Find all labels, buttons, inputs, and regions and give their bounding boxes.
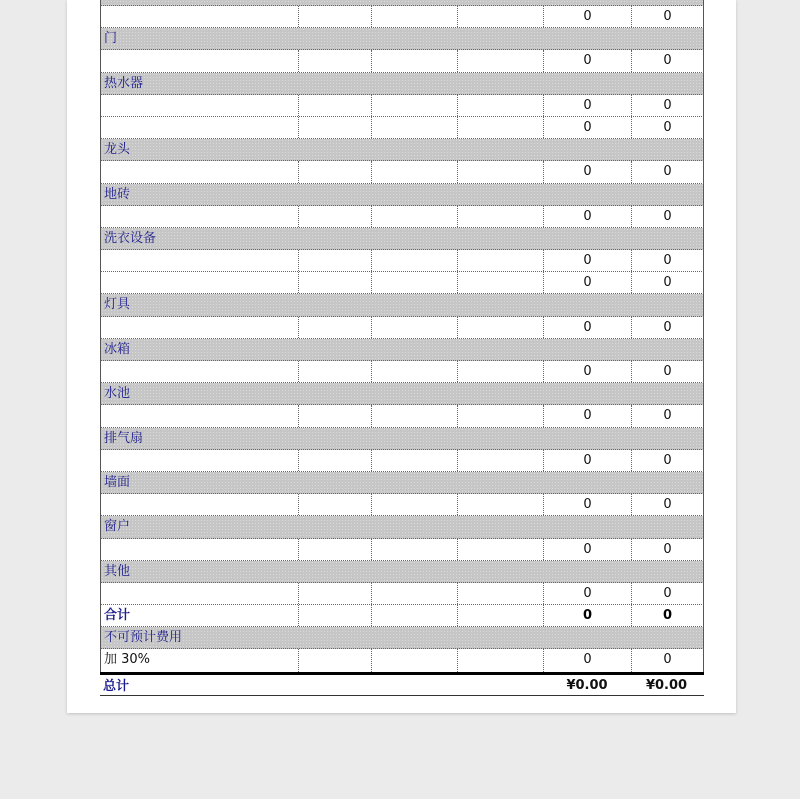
item-row	[100, 539, 704, 561]
cell[interactable]	[458, 50, 544, 71]
cell[interactable]	[372, 95, 458, 116]
cell[interactable]: 0	[544, 95, 632, 116]
total-amount: ¥0.00	[645, 677, 688, 693]
cell[interactable]: 0	[663, 652, 672, 668]
cell[interactable]	[101, 450, 299, 471]
cell[interactable]	[372, 272, 458, 293]
category-label: 地砖	[104, 186, 131, 202]
cell[interactable]	[372, 494, 458, 515]
category-row	[100, 428, 704, 450]
cell[interactable]	[101, 272, 299, 293]
cell[interactable]	[458, 95, 544, 116]
item-row	[100, 117, 704, 139]
cell[interactable]: 0	[544, 50, 632, 71]
category-label: 热水器	[104, 75, 144, 91]
category-row	[100, 139, 704, 161]
category-row	[100, 627, 704, 649]
category-label: 不可预计费用	[104, 630, 183, 646]
cell[interactable]	[372, 649, 458, 671]
category-row	[100, 561, 704, 583]
cell[interactable]	[101, 117, 299, 138]
cell[interactable]	[458, 206, 544, 227]
cell[interactable]: 0	[663, 585, 672, 601]
cell[interactable]	[458, 405, 544, 426]
cell[interactable]	[101, 250, 299, 271]
cell[interactable]: 0	[544, 206, 632, 227]
cell[interactable]	[299, 361, 372, 382]
total-amount: ¥0.00	[566, 677, 608, 693]
cell[interactable]	[299, 250, 372, 271]
item-row	[100, 50, 704, 72]
cell[interactable]: 0	[663, 253, 672, 269]
cell[interactable]: 0	[663, 541, 672, 557]
cell[interactable]: 0	[544, 494, 632, 515]
cell[interactable]	[372, 6, 458, 27]
total-label: 总计	[103, 678, 130, 694]
cell[interactable]: 0	[544, 317, 632, 338]
category-label: 门	[104, 31, 118, 47]
budget-table	[100, 0, 704, 696]
cell[interactable]: 0	[663, 164, 672, 180]
total-row	[100, 675, 704, 696]
cell[interactable]	[299, 272, 372, 293]
category-row	[100, 383, 704, 405]
category-row	[100, 184, 704, 206]
cell[interactable]: 0	[663, 275, 672, 291]
cell[interactable]	[101, 161, 299, 182]
category-row	[100, 294, 704, 316]
cell[interactable]	[372, 361, 458, 382]
cell[interactable]: 0	[544, 250, 632, 271]
cell[interactable]: 0	[544, 272, 632, 293]
category-row	[100, 28, 704, 50]
cell[interactable]	[458, 494, 544, 515]
cell[interactable]	[101, 605, 299, 626]
cell[interactable]	[299, 405, 372, 426]
cell[interactable]	[101, 494, 299, 515]
cell[interactable]	[299, 317, 372, 338]
cell[interactable]	[299, 95, 372, 116]
cell[interactable]: 0	[544, 6, 632, 27]
item-row	[100, 361, 704, 383]
item-row	[100, 317, 704, 339]
cell[interactable]	[458, 317, 544, 338]
cell[interactable]: 0	[544, 405, 632, 426]
item-row	[100, 272, 704, 294]
cell[interactable]	[299, 6, 372, 27]
cell[interactable]: 0	[663, 319, 672, 335]
subtotal-row	[100, 605, 704, 627]
cell[interactable]	[101, 317, 299, 338]
category-label: 灯具	[104, 297, 131, 313]
item-row	[100, 250, 704, 272]
category-label: 其他	[104, 563, 131, 579]
cell[interactable]	[372, 583, 458, 604]
cell[interactable]: 0	[663, 497, 672, 513]
category-label: 窗户	[104, 519, 131, 535]
cell[interactable]	[372, 250, 458, 271]
cell[interactable]: 0	[544, 605, 632, 626]
cell[interactable]	[101, 361, 299, 382]
cell[interactable]	[372, 450, 458, 471]
item-row	[100, 206, 704, 228]
cell[interactable]	[299, 117, 372, 138]
cell[interactable]: 0	[663, 53, 672, 69]
cell[interactable]	[299, 494, 372, 515]
item-row	[100, 494, 704, 516]
cell[interactable]: 0	[663, 452, 672, 468]
item-label: 加 30%	[104, 652, 151, 668]
cell[interactable]	[299, 206, 372, 227]
cell[interactable]	[458, 450, 544, 471]
cell[interactable]: 0	[663, 9, 672, 24]
cell[interactable]	[101, 405, 299, 426]
cell[interactable]	[101, 583, 299, 604]
cell[interactable]	[299, 50, 372, 71]
category-row	[100, 73, 704, 95]
cell[interactable]: 0	[663, 364, 672, 379]
item-row	[100, 95, 704, 117]
cell[interactable]	[101, 539, 299, 560]
cell[interactable]	[299, 605, 372, 626]
cell[interactable]	[299, 583, 372, 604]
cell[interactable]	[372, 605, 458, 626]
cell[interactable]	[299, 161, 372, 182]
item-row	[100, 583, 704, 605]
cell[interactable]	[101, 6, 299, 27]
cell[interactable]: 0	[663, 97, 672, 113]
cell[interactable]	[458, 583, 544, 604]
cell[interactable]: 0	[544, 117, 632, 138]
category-label: 排气扇	[104, 430, 144, 446]
cell[interactable]	[458, 272, 544, 293]
category-label: 冰箱	[104, 341, 131, 357]
item-row	[100, 6, 704, 28]
cell[interactable]: 0	[662, 608, 673, 624]
cell[interactable]: 0	[544, 161, 632, 182]
item-row	[100, 161, 704, 183]
cell[interactable]	[458, 649, 544, 671]
cell[interactable]	[458, 161, 544, 182]
cell[interactable]	[372, 405, 458, 426]
cell[interactable]	[458, 539, 544, 560]
cell[interactable]	[458, 117, 544, 138]
item-row	[100, 450, 704, 472]
category-label: 墙面	[104, 474, 131, 490]
cell[interactable]	[101, 649, 299, 671]
category-row	[100, 228, 704, 250]
cell[interactable]	[372, 539, 458, 560]
category-row	[100, 472, 704, 494]
cell[interactable]	[101, 95, 299, 116]
cell[interactable]	[372, 117, 458, 138]
cell[interactable]: 0	[544, 583, 632, 604]
cell[interactable]	[372, 161, 458, 182]
cell[interactable]	[372, 50, 458, 71]
cell[interactable]: 0	[544, 649, 632, 671]
cell[interactable]	[299, 539, 372, 560]
cell[interactable]: 0	[544, 539, 632, 560]
cell[interactable]	[101, 206, 299, 227]
cell[interactable]: 0	[663, 208, 672, 224]
cell[interactable]: 0	[544, 450, 632, 471]
category-row	[100, 516, 704, 538]
cell[interactable]: 0	[544, 361, 632, 382]
cell[interactable]	[372, 317, 458, 338]
cell[interactable]	[299, 649, 372, 671]
cell[interactable]	[458, 605, 544, 626]
subtotal-label: 合计	[104, 608, 131, 624]
cell[interactable]	[458, 361, 544, 382]
category-label: 龙头	[104, 142, 131, 158]
cell[interactable]: 0	[663, 119, 672, 135]
cell[interactable]	[372, 206, 458, 227]
cell[interactable]	[458, 6, 544, 27]
cell[interactable]	[101, 50, 299, 71]
category-label: 洗衣设备	[104, 230, 157, 246]
cell[interactable]: 0	[663, 408, 672, 424]
category-row	[100, 339, 704, 361]
cell[interactable]	[299, 450, 372, 471]
category-label: 水池	[104, 386, 131, 402]
item-row	[100, 405, 704, 427]
item-row	[100, 649, 704, 671]
cell[interactable]	[458, 250, 544, 271]
